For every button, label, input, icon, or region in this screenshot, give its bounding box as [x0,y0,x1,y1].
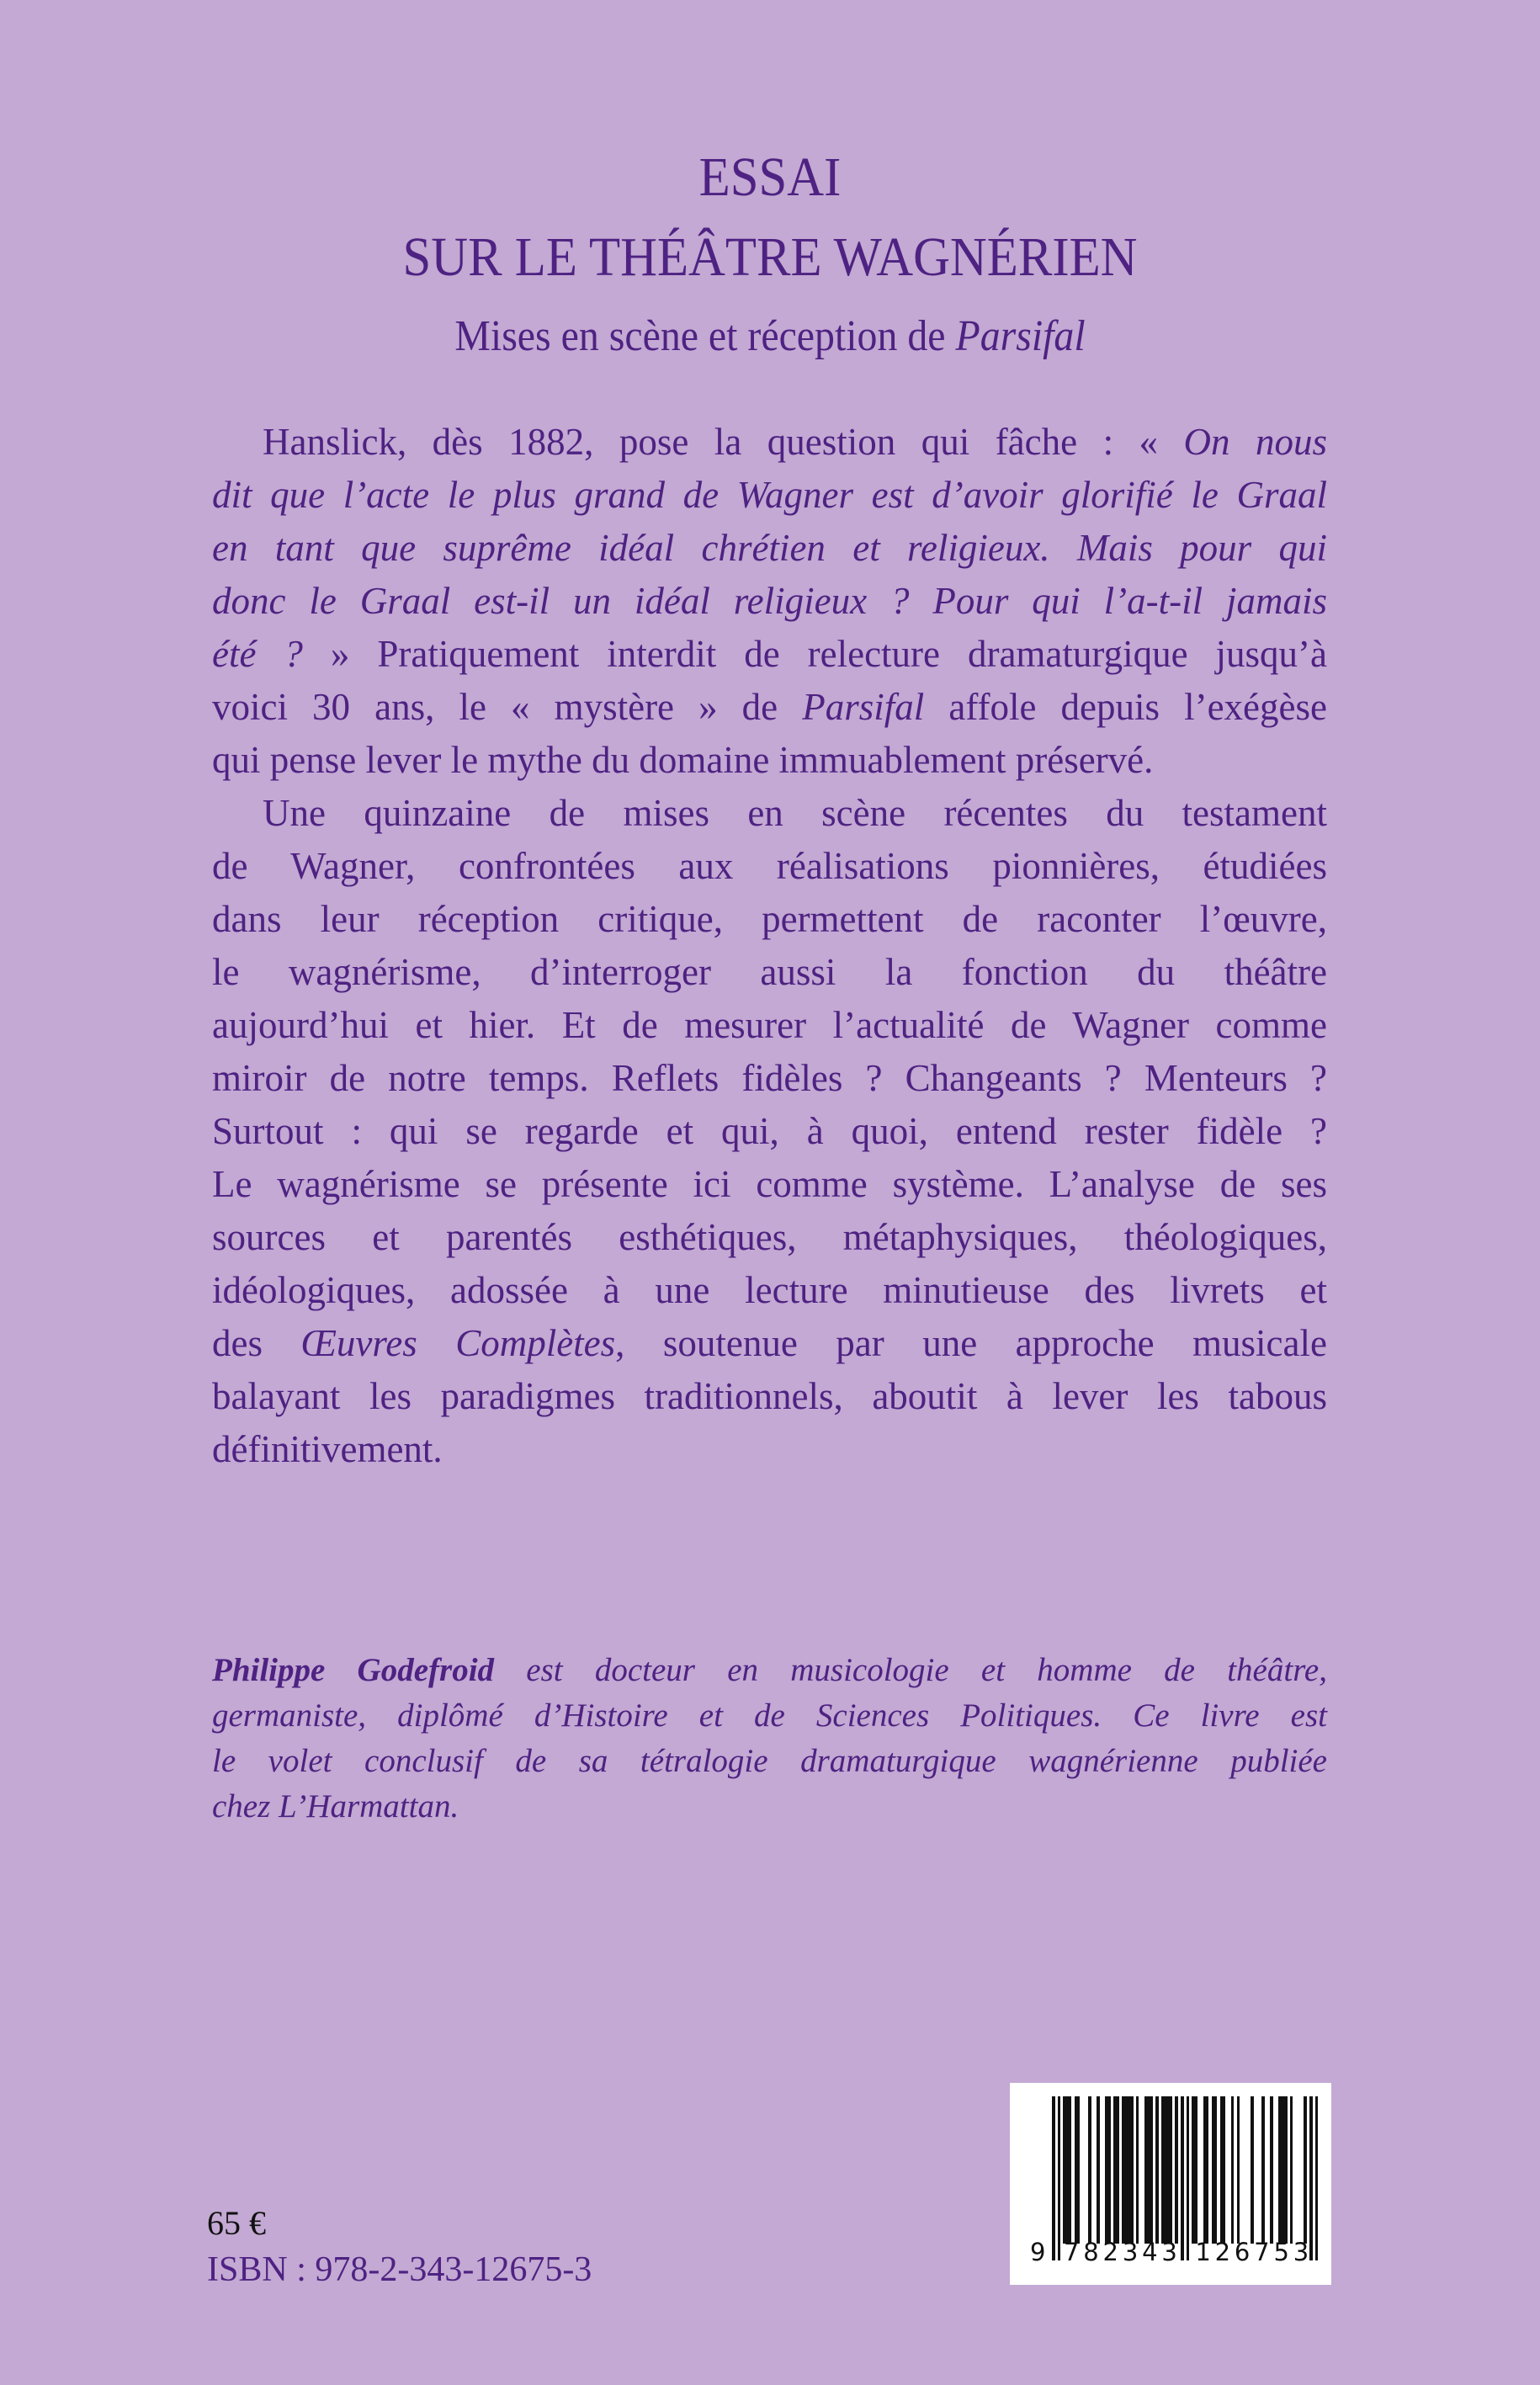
barcode-bar [1097,2096,1100,2244]
subtitle-italic-text: Parsifal [955,312,1086,360]
barcode-bar [1251,2096,1254,2244]
text-segment: des [212,1322,301,1364]
text-segment: balayant les paradigmes traditionnels, aboutit à lever les tabous [212,1375,1327,1417]
text-segment: germaniste, diplômé d’Histoire et de Sciences Politiques. Ce livre est [212,1697,1327,1734]
text-line [212,1423,1327,1476]
barcode-bar [1195,2096,1198,2244]
barcode-digit: 5 [1273,2238,1289,2266]
text-segment: aujourd’hui et hier. Et de mesurer l’actualité de Wagner comme [212,1004,1327,1046]
text-segment: est docteur en musicologie et homme de théâtre, [494,1652,1327,1688]
text-line [212,1648,1327,1693]
text-segment: donc le Graal est-il un idéal religieux ? Pour qui l’a-t-il jamais [212,580,1327,622]
text-line [212,681,1327,734]
book-description [212,416,1327,1476]
barcode-bar [1284,2096,1288,2244]
text-segment: qui pense lever le mythe du domaine immuablement préservé. [212,739,1154,781]
barcode-digit: 9 [1030,2238,1046,2266]
barcode-bar [1088,2096,1091,2244]
barcode-bar [1175,2096,1178,2244]
barcode-bar [1150,2096,1153,2244]
text-line [212,893,1327,946]
book-subtitle [61,312,1479,360]
barcode-bar [1206,2096,1209,2244]
barcode-bar [1170,2096,1173,2244]
text-line [212,1693,1327,1739]
text-line [212,628,1327,681]
text-segment: Hanslick, dès 1882, pose la question qui fâche : « [263,421,1184,463]
text-segment: le wagnérisme, d’interroger aussi la fonction du théâtre [212,951,1327,993]
barcode-digit: 1 [1195,2238,1211,2266]
barcode-bar [1155,2096,1159,2244]
barcode-digit: 3 [1293,2238,1309,2266]
barcode-digit: 7 [1254,2238,1270,2266]
barcode-bar [1130,2096,1134,2244]
text-segment: On nous [1183,421,1327,463]
text-segment: Une quinzaine de mises en scène récentes du testament [263,792,1327,834]
text-line [212,1264,1327,1317]
text-segment: affole depuis l’exégèse [924,686,1327,728]
barcode-bar [1136,2096,1139,2244]
text-segment: Parsifal [802,686,925,728]
barcode [1010,2083,1331,2285]
text-segment: chez L’Harmattan. [212,1788,459,1825]
text-line [212,1105,1327,1158]
text-segment: de Wagner, confrontées aux réalisations pionnières, étudiées [212,845,1327,887]
barcode-digit: 8 [1083,2238,1099,2266]
barcode-digit: 7 [1063,2238,1080,2266]
text-segment: idéologiques, adossée à une lecture minutieuse des livrets et [212,1269,1327,1311]
text-segment: , soutenue par une approche musicale [615,1322,1327,1364]
subtitle-text: Mises en scène et réception de [454,312,956,360]
barcode-bar [1223,2096,1226,2244]
barcode-digit: 3 [1122,2238,1139,2266]
barcode-bar [1237,2096,1240,2244]
text-segment: été ? [212,633,303,675]
barcode-bar [1270,2096,1273,2244]
barcode-bar [1214,2096,1218,2244]
barcode-digits [1027,2235,1321,2269]
text-segment: définitivement. [212,1428,443,1470]
text-line [212,840,1327,893]
barcode-digit: 6 [1234,2238,1251,2266]
barcode-bar [1290,2096,1293,2244]
text-segment: le volet conclusif de sa tétralogie dramaturgique wagnérienne publiée [212,1743,1327,1779]
text-line [212,1370,1327,1423]
text-line [212,999,1327,1052]
barcode-bar [1261,2096,1265,2244]
text-line [212,522,1327,575]
text-segment: Philippe Godefroid [212,1652,495,1688]
price: 65 € [207,2204,266,2242]
text-line [212,1317,1327,1370]
text-line [212,734,1327,787]
text-segment: dit que l’acte le plus grand de Wagner est d’avoir glorifié le Graal [212,474,1327,516]
book-title-line-1: ESSAI [698,146,842,208]
barcode-bar [1069,2096,1072,2244]
text-segment: » Pratiquement interdit de relecture dramaturgique jusqu’à [302,633,1327,675]
barcode-bar [1117,2096,1120,2244]
text-segment: voici 30 ans, le « mystère » de [212,686,803,728]
text-line [212,469,1327,522]
text-segment: en tant que suprême idéal chrétien et religieux. Mais pour qui [212,527,1327,569]
text-line [212,1739,1327,1784]
barcode-digit: 2 [1102,2238,1118,2266]
text-line [212,416,1327,469]
book-title-line-2: SUR LE THÉÂTRE WAGNÉRIEN [402,226,1138,288]
barcode-bars [1052,2096,1318,2256]
barcode-digit: 3 [1161,2238,1177,2266]
author-bio [212,1648,1327,1830]
text-line [212,946,1327,999]
isbn: ISBN : 978-2-343-12675-3 [207,2250,592,2289]
text-segment: sources et parentés esthétiques, métaphysiques, théologiques, [212,1216,1327,1258]
text-segment: miroir de notre temps. Reflets fidèles ? Changeants ? Menteurs ? [212,1057,1327,1099]
text-segment: dans leur réception critique, permettent de raconter l’œuvre, [212,898,1327,940]
barcode-bar [1077,2096,1081,2244]
text-line [212,1211,1327,1264]
text-line [212,575,1327,628]
text-line [212,1158,1327,1211]
text-segment: Œuvres Complètes [300,1322,616,1364]
barcode-digit: 2 [1214,2238,1231,2266]
barcode-bar [1108,2096,1112,2244]
text-line [212,1784,1327,1830]
text-line [212,1052,1327,1105]
text-segment: Surtout : qui se regarde et qui, à quoi, entend rester fidèle ? [212,1110,1327,1152]
barcode-digit: 4 [1142,2238,1158,2266]
barcode-bar [1304,2096,1307,2244]
text-segment: Le wagnérisme se présente ici comme système. L’analyse de ses [212,1163,1327,1205]
barcode-bar [1231,2096,1235,2244]
text-line [212,787,1327,840]
